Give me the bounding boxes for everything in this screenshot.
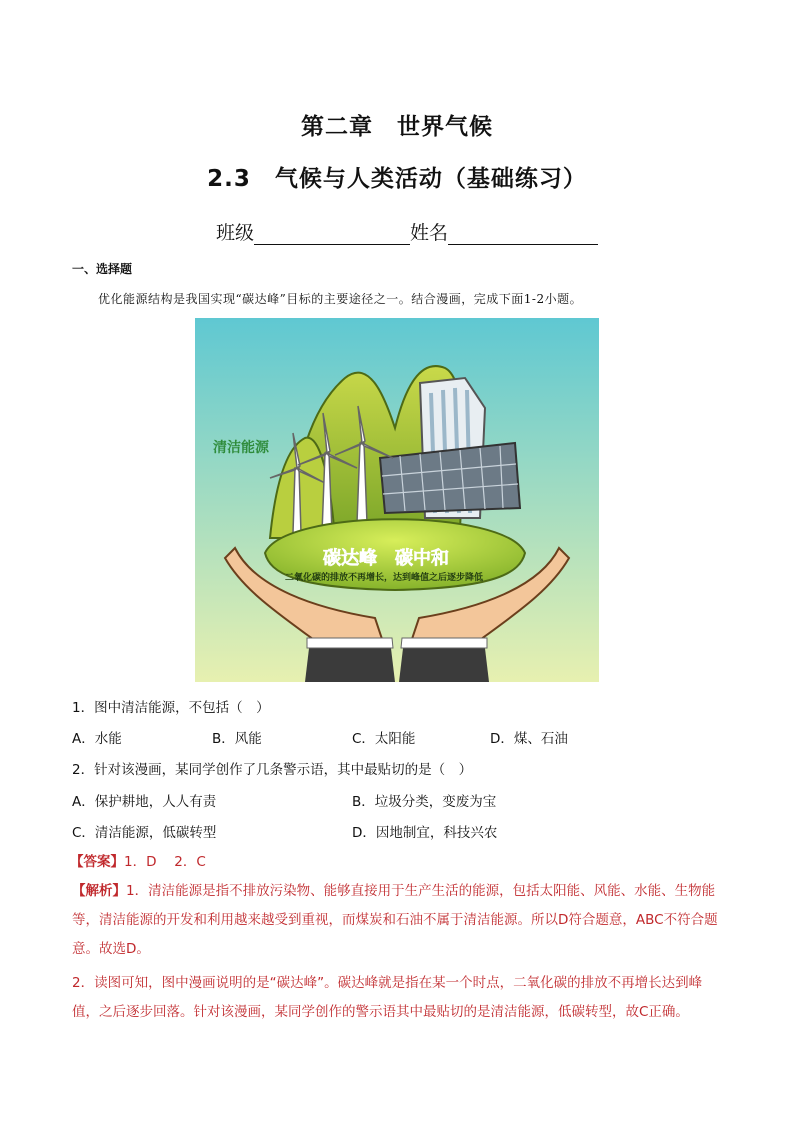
q2-option-d[interactable]: D．因地制宜，科技兴农 — [352, 825, 498, 841]
analysis-paragraph-2: 2．读图可知，图中漫画说明的是“碳达峰”。碳达峰就是指在某一个时点，二氧化碳的排放不再增长达到峰值，之后逐步回落。针对该漫画，某同学创作的警示语其中最贴切的是清洁能源，低碳转型，故C正确。 — [72, 975, 703, 1020]
clean-energy-label: 清洁能源 — [213, 440, 269, 456]
q2-option-c[interactable]: C．清洁能源，低碳转型 — [72, 825, 217, 841]
analysis-paragraph-1 — [72, 877, 724, 964]
answer-line — [70, 850, 206, 870]
analysis-text-1: 1．清洁能源是指不排放污染物、能够直接用于生产生活的能源，包括太阳能、风能、水能、生物能等，清洁能源的开发和利用越来越受到重视，而煤炭和石油不属于清洁能源。所以D符合题意，ABC不符合题意。故选D。 — [72, 883, 718, 957]
answer-tag: 【答案】 — [70, 854, 124, 870]
name-label: 姓名 — [410, 222, 449, 244]
answer-text: 1．D 2．C — [124, 854, 206, 870]
class-blank[interactable] — [254, 224, 410, 245]
q1-option-b[interactable]: B．风能 — [212, 731, 262, 747]
name-blank[interactable] — [448, 224, 598, 245]
q1-option-d[interactable]: D．煤、石油 — [490, 731, 568, 747]
q1-option-c[interactable]: C．太阳能 — [352, 731, 416, 747]
question-2-stem: 2．针对该漫画，某同学创作了几条警示语，其中最贴切的是（ ） — [72, 762, 473, 778]
question-1-stem: 1．图中清洁能源，不包括（ ） — [72, 700, 270, 716]
carbon-banner: 碳达峰 碳中和 — [323, 548, 449, 569]
q2-option-a[interactable]: A．保护耕地，人人有责 — [72, 794, 217, 810]
q2-option-b[interactable]: B．垃圾分类，变废为宝 — [352, 794, 497, 810]
lesson-title: 2.3 气候与人类活动（基础练习） — [207, 166, 587, 192]
analysis-tag: 【解析】 — [72, 883, 126, 899]
carbon-caption: 二氧化碳的排放不再增长，达到峰值之后逐步降低 — [285, 573, 484, 583]
class-name-line — [216, 218, 598, 245]
section-heading: 一、选择题 — [72, 262, 133, 276]
q1-option-a[interactable]: A．水能 — [72, 731, 122, 747]
class-label: 班级 — [216, 222, 255, 244]
clean-energy-cartoon — [195, 318, 599, 682]
intro-text: 优化能源结构是我国实现“碳达峰”目标的主要途径之一。结合漫画，完成下面1-2小题。 — [98, 292, 583, 306]
chapter-title: 第二章 世界气候 — [301, 114, 493, 140]
